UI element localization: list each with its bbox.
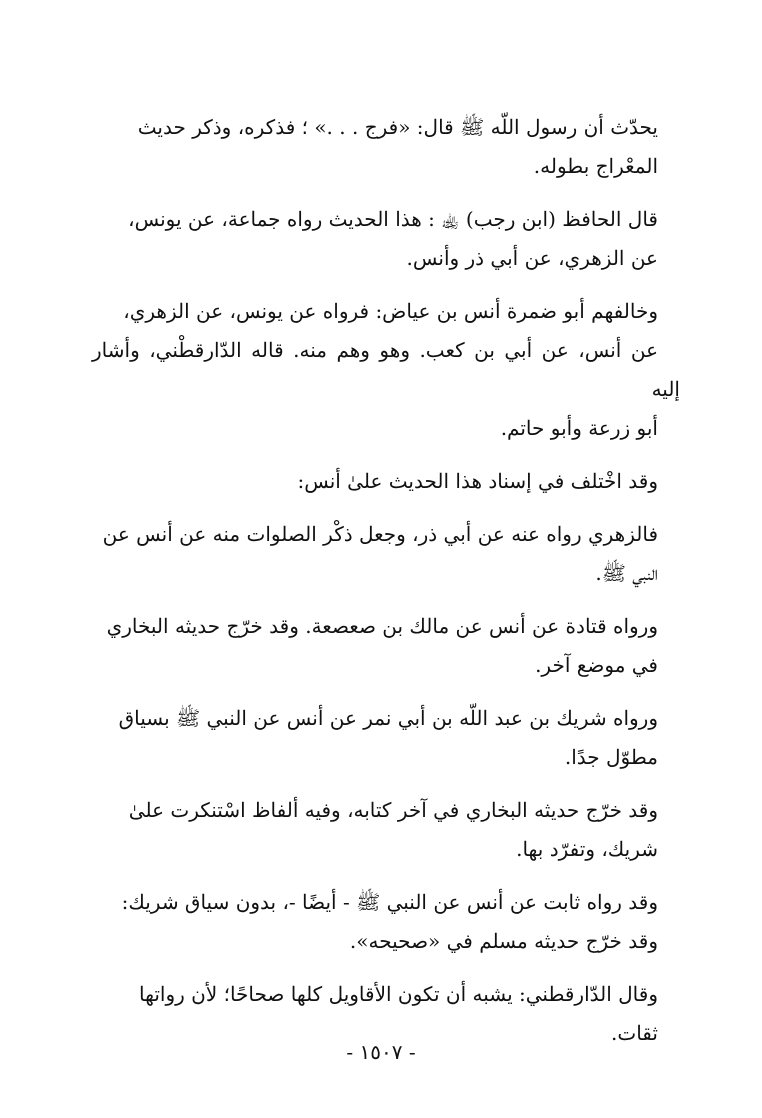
paragraph-4 xyxy=(92,462,680,501)
paragraph-8 xyxy=(92,791,680,869)
text-line: ورواه شريك بن عبد اللّه بن أبي نمر عن أنس عن النبي ﷺ بسياق xyxy=(118,706,658,730)
text-line: النبي ﷺ. xyxy=(595,561,658,585)
text-line: وقد خرّج حديثه مسلم في «صحيحه». xyxy=(349,929,658,953)
text-line: ثقات. xyxy=(611,1021,658,1045)
text-line: المعْراج بطوله. xyxy=(533,154,658,178)
paragraph-1 xyxy=(92,108,680,186)
text-line: وقد خرّج حديثه البخاري في آخر كتابه، وفيه ألفاظ اسْتنكرت علىٰ xyxy=(128,798,658,822)
paragraph-9 xyxy=(92,883,680,922)
text-line: ورواه قتادة عن أنس عن مالك بن صعصعة. وقد خرّج حديثه البخاري xyxy=(106,614,658,638)
text-line: وخالفهم أبو ضمرة أنس بن عياض: فرواه عن يونس، عن الزهري، xyxy=(123,299,658,323)
paragraph-6 xyxy=(92,607,680,685)
text-line: عن الزهري، عن أبي ذر وأنس. xyxy=(406,246,658,270)
text-line: في موضع آخر. xyxy=(535,653,658,677)
text-line: وقد رواه ثابت عن أنس عن النبي ﷺ - أيضًا -، بدون سياق شريك: xyxy=(121,890,658,914)
paragraph-5 xyxy=(92,515,680,593)
text-line: فالزهري رواه عنه عن أبي ذر، وجعل ذكْر الصلوات منه عن أنس عن xyxy=(102,522,658,546)
text-line: أبو زرعة وأبو حاتم. xyxy=(500,416,658,440)
paragraph-7 xyxy=(92,699,680,777)
page-body xyxy=(92,108,680,1067)
text-line: وقال الدّارقطني: يشبه أن تكون الأقاويل كلها صحاحًا؛ لأن رواتها xyxy=(139,982,658,1006)
text-line: مطوّل جدًا. xyxy=(564,745,658,769)
paragraph-3 xyxy=(92,292,680,448)
text-line: عن أنس، عن أبي بن كعب. وهو وهم منه. قاله الدّارقطْني، وأشار إليه xyxy=(92,338,680,401)
paragraph-2 xyxy=(92,200,680,278)
text-line: وقد اخْتلف في إسناد هذا الحديث علىٰ أنس: xyxy=(297,469,658,493)
text-line: قال الحافظ (ابن رجب) ﵀ : هذا الحديث رواه جماعة، عن يونس، xyxy=(128,207,658,231)
paragraph-10 xyxy=(92,922,680,961)
page-number: - ١٥٠٧ - xyxy=(346,1040,416,1064)
text-line: يحدّث أن رسول اللّه ﷺ قال: «فرج . . .» ؛ فذكره، وذكر حديث xyxy=(137,115,658,139)
text-line: شريك، وتفرّد بها. xyxy=(516,837,658,861)
